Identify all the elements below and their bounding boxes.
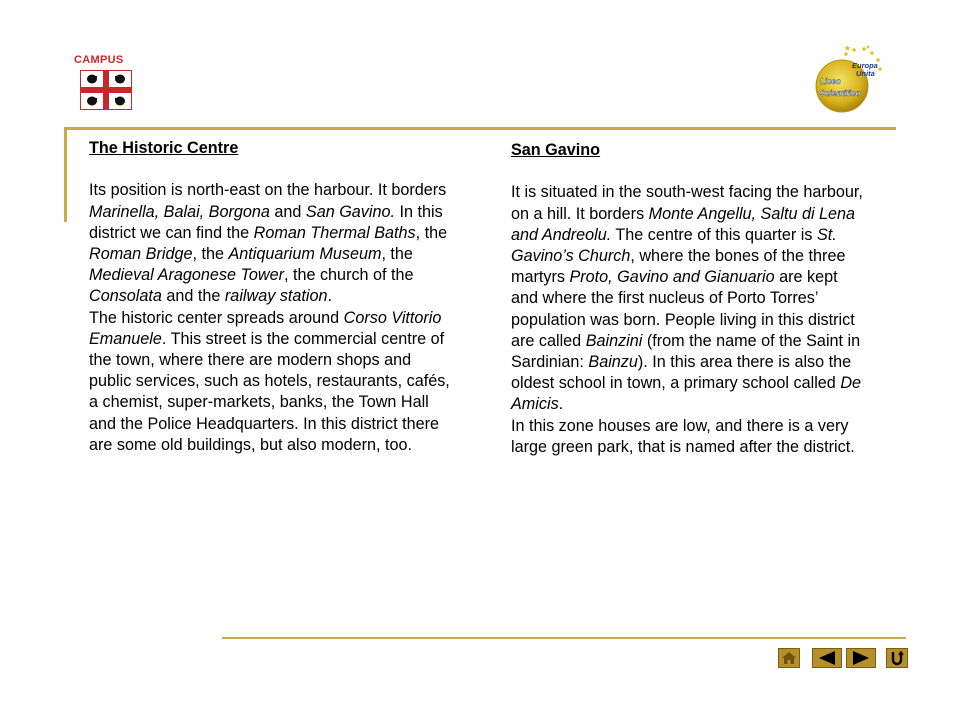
sardinia-flag-icon (80, 70, 132, 110)
text-run: Antiquarium Museum (228, 245, 382, 263)
text-run: Monte Angellu, Saltu di Lena and Andreolu. (511, 204, 856, 244)
text-run: In this district we can find the (89, 202, 443, 242)
historic-centre-paragraph-2 (89, 308, 454, 456)
text-run: San Gavino. (305, 202, 395, 221)
text-run: ). In this area there is also the oldest school in town, a primary school called (511, 353, 852, 393)
school-logo-scientifico: Scientifico (820, 89, 861, 98)
text-run: (from the name of the Saint in Sardinian: (511, 331, 861, 372)
text-run: Bainzu (588, 353, 638, 372)
text-run: De Amicis (511, 374, 862, 414)
text-run: , the (415, 223, 448, 242)
text-run: , the church of the (283, 266, 414, 285)
text-run: , the (192, 245, 229, 263)
text-run: , where the bones of the three martyrs (511, 247, 846, 287)
historic-centre-section (89, 138, 454, 456)
text-run: . This street is the commercial centre of the town, where there are modern shops and public services, such as hotels, restaurants, cafés, a chemist, super-markets, banks, the Town Hall and the Police Headquarters. In this district there are some old buildings, but also modern, too. (89, 329, 450, 454)
next-button[interactable] (846, 648, 876, 668)
campus-logo (74, 54, 136, 110)
text-run: Proto, Gavino and Gianuario (569, 268, 775, 287)
san-gavino-paragraph-1 (511, 182, 867, 415)
text-run: Corso Vittorio Emanuele (89, 308, 442, 348)
text-run: The centre of this quarter is (611, 225, 817, 244)
school-logo-liceo: Liceo (820, 77, 841, 86)
text-run: The historic center spreads around (89, 308, 344, 327)
text-run: Roman Thermal Baths (253, 223, 416, 242)
historic-centre-title: The Historic Centre (89, 139, 239, 157)
exit-button[interactable] (886, 648, 908, 668)
text-run: Its position is north-east on the harbour. It borders (89, 181, 447, 200)
text-run: Bainzini (585, 331, 643, 350)
text-run: Medieval Aragonese Tower (89, 266, 284, 285)
next-arrow-icon (851, 651, 871, 665)
text-run: St. Gavino’s Church (511, 225, 837, 265)
text-run: Consolata (89, 287, 162, 306)
text-run: Roman Bridge (89, 245, 193, 263)
san-gavino-paragraph-2 (511, 416, 867, 458)
text-run: Marinella, Balai, Borgona (89, 202, 270, 221)
top-divider (64, 127, 896, 130)
historic-centre-paragraph-1 (89, 180, 454, 307)
text-run: and (269, 202, 306, 221)
home-button[interactable] (778, 648, 800, 668)
home-icon (781, 651, 797, 665)
left-divider (64, 127, 67, 222)
previous-button[interactable] (812, 648, 842, 668)
text-run: It is situated in the south-west facing the harbour, on a hill. It borders (511, 183, 863, 223)
exit-icon (889, 650, 905, 666)
campus-logo-text: CAMPUS (74, 54, 124, 66)
prev-arrow-icon (817, 651, 837, 665)
school-logo-europa: Europa (852, 61, 878, 70)
text-run: are kept and where the first nucleus of Porto Torres’ population was born. People living in this district are called (511, 268, 855, 350)
text-run: and the (161, 287, 225, 306)
san-gavino-title: San Gavino (511, 141, 601, 159)
bottom-divider (222, 637, 906, 639)
school-logo-unita: Unita (856, 69, 875, 78)
san-gavino-section (511, 140, 867, 458)
text-run: . (327, 287, 332, 306)
text-run: railway station (224, 287, 328, 306)
text-run: , the (381, 245, 413, 263)
school-logo (810, 44, 888, 114)
text-run: In this zone houses are low, and there is a very large green park, that is named after the district. (511, 416, 855, 456)
text-run: . (558, 395, 564, 414)
